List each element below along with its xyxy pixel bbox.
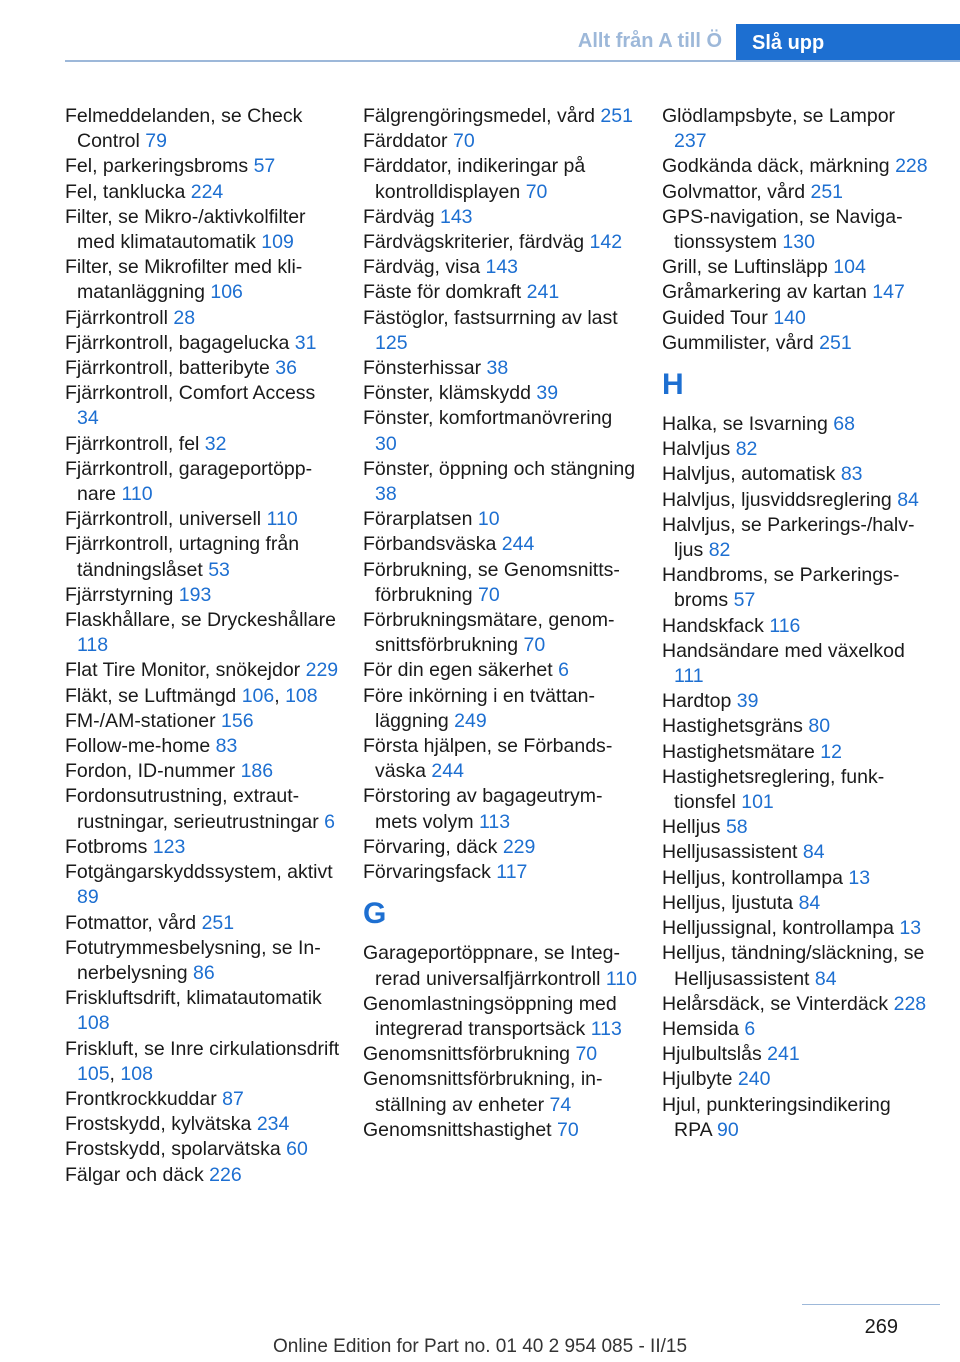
page-reference-link[interactable]: 251 xyxy=(201,911,235,934)
index-entry xyxy=(662,941,932,991)
page-reference-link[interactable]: 140 xyxy=(773,306,806,329)
index-term: Fjärrkontroll, fel xyxy=(65,432,200,455)
page-header xyxy=(65,24,960,62)
index-term: Fordon, ID-nummer xyxy=(65,760,236,783)
index-term: Fönster, klämskydd xyxy=(363,382,531,405)
page-reference-link[interactable]: 83 xyxy=(840,463,863,486)
index-entry xyxy=(363,992,638,1042)
page-reference-link[interactable]: 113 xyxy=(479,810,511,833)
page-reference-link[interactable]: 31 xyxy=(294,331,317,354)
index-term: Hjulbyte xyxy=(662,1068,733,1091)
page-reference-link[interactable]: 86 xyxy=(193,961,215,984)
index-term: Färddator xyxy=(363,130,448,153)
page-reference-link[interactable]: 123 xyxy=(152,835,186,858)
index-entry xyxy=(662,104,932,154)
index-term: Halka, se Isvarning xyxy=(662,413,828,436)
index-term: Follow-me-home xyxy=(65,735,211,758)
index-term: Förbandsväska xyxy=(363,533,497,556)
index-term: Friskluftsdrift, klimatautomatik xyxy=(65,987,322,1010)
index-term: Garageportöppnare, se Integrerad universalfjärrkontroll xyxy=(363,942,620,990)
index-term: Golvmattor, vård xyxy=(662,180,806,203)
index-entry xyxy=(65,255,340,305)
page-reference-link[interactable]: 32 xyxy=(204,432,227,455)
page-reference-link[interactable]: 84 xyxy=(814,967,837,990)
index-entry xyxy=(363,658,638,683)
index-entry xyxy=(363,280,638,305)
index-term: Fjärrkontroll xyxy=(65,306,168,329)
index-term: Färdväg, visa xyxy=(363,256,481,279)
index-term: GPS-navigation, se Navigationssystem xyxy=(662,205,903,254)
index-entry xyxy=(363,734,638,784)
page-reference-link[interactable]: 105 xyxy=(77,1062,110,1085)
page-reference-link[interactable]: 79 xyxy=(145,130,167,153)
page-reference-link[interactable]: 87 xyxy=(222,1087,244,1110)
index-term: Glödlampsbyte, se Lampor xyxy=(662,105,896,127)
index-term: Hemsida xyxy=(662,1017,739,1040)
index-term: Fästöglor, fastsurrning av last xyxy=(363,306,618,329)
page-reference-link[interactable]: 130 xyxy=(782,231,815,254)
index-entry xyxy=(65,986,340,1036)
lookup-tab[interactable]: Slå upp xyxy=(736,24,960,62)
index-entry xyxy=(363,205,638,230)
index-entry xyxy=(363,356,638,381)
index-term: Färdvägskriterier, färdväg xyxy=(363,231,585,254)
page-reference-link[interactable]: 83 xyxy=(215,735,238,758)
index-entry xyxy=(65,381,340,431)
index-term: Fjärrkontroll, bagagelucka xyxy=(65,331,290,354)
index-term: Helårsdäck, se Vinterdäck xyxy=(662,992,889,1015)
index-term: Handbroms, se Parkeringsbroms xyxy=(662,564,900,612)
index-entry xyxy=(65,306,340,331)
index-entry xyxy=(662,765,932,815)
index-column-3 xyxy=(662,104,932,1143)
index-term: Friskluft, se Inre cirkulationsdrift xyxy=(65,1037,340,1060)
index-term: Helljussignal, kontrollampa xyxy=(662,917,894,940)
index-term: Hardtop xyxy=(662,690,732,713)
page-reference-link[interactable]: 28 xyxy=(173,306,196,329)
index-term: Fel, parkeringsbroms xyxy=(65,155,249,178)
page-reference-link[interactable]: 6 xyxy=(324,810,335,833)
index-entry xyxy=(363,941,638,991)
index-entry xyxy=(662,840,932,865)
index-entry xyxy=(662,513,932,563)
index-entry xyxy=(662,614,932,639)
page-reference-link[interactable]: 70 xyxy=(523,634,546,657)
index-entry xyxy=(363,835,638,860)
index-term: Helljus, kontrollampa xyxy=(662,866,843,889)
index-entry xyxy=(65,734,340,759)
index-term: Halvljus, automatisk xyxy=(662,463,836,486)
index-term: Fordonsutrustning, extrautrustningar, serieutrustningar xyxy=(65,785,319,833)
index-term: Fjärrkontroll, universell xyxy=(65,508,262,531)
index-term: Fel, tanklucka xyxy=(65,180,186,203)
page-reference-link[interactable]: 240 xyxy=(737,1068,771,1091)
index-term: Förvaringsfack xyxy=(363,861,491,884)
page-reference-link[interactable]: 116 xyxy=(769,614,801,637)
page-reference-link[interactable]: 125 xyxy=(375,331,408,354)
index-term: Fönster, öppning och stängning xyxy=(363,457,636,480)
page-reference-link[interactable]: 68 xyxy=(833,413,855,436)
index-entry xyxy=(65,1163,340,1188)
page-reference-link[interactable]: 6 xyxy=(744,1017,756,1040)
page-reference-link[interactable]: 36 xyxy=(275,357,297,380)
index-term: Färddator, indikeringar på kontrolldisplayen xyxy=(363,155,586,203)
index-term: Förbrukningsmätare, genomsnittsförbrukning xyxy=(363,609,615,657)
index-entry xyxy=(65,860,340,910)
index-entry xyxy=(363,255,638,280)
index-entry xyxy=(363,608,638,658)
index-entry xyxy=(662,180,932,205)
index-term: Färdväg xyxy=(363,205,435,228)
page-reference-link[interactable]: 244 xyxy=(431,760,464,783)
page-reference-link[interactable]: 228 xyxy=(893,992,927,1015)
footer-edition: Online Edition for Part no. 01 40 2 954 085 - II/15 xyxy=(272,1336,688,1357)
index-entry xyxy=(363,1067,638,1117)
index-entry xyxy=(363,507,638,532)
index-entry xyxy=(662,740,932,765)
index-term: Handskfack xyxy=(662,614,764,637)
page-reference-link[interactable]: 13 xyxy=(848,866,871,889)
index-term: Fotutrymmesbelysning, se Innerbelysning xyxy=(65,936,321,984)
index-entry xyxy=(662,412,932,437)
index-term: Flat Tire Monitor, snökejdor xyxy=(65,659,301,682)
page-reference-link[interactable]: 57 xyxy=(733,589,756,612)
index-entry xyxy=(65,104,340,154)
page-reference-link[interactable]: 6 xyxy=(558,659,569,682)
index-term: Fönsterhissar xyxy=(363,357,482,380)
index-entry xyxy=(662,488,932,513)
index-term: FM-/AM-stationer xyxy=(65,709,216,732)
index-entry xyxy=(662,815,932,840)
page-reference-link[interactable]: 251 xyxy=(600,105,633,127)
index-entry xyxy=(65,1087,340,1112)
page-reference-link[interactable]: 118 xyxy=(77,634,109,657)
page-reference-link[interactable]: 82 xyxy=(708,539,731,562)
page-number-divider xyxy=(802,1304,940,1305)
index-entry xyxy=(662,1017,932,1042)
index-term: Guided Tour xyxy=(662,306,768,329)
index-entry xyxy=(363,1118,638,1143)
index-entry xyxy=(363,406,638,456)
index-term: Fönster, komfortmanövrering xyxy=(363,407,613,430)
index-entry: Fläkt, se Luftmängd 106, 108 xyxy=(65,684,318,707)
page-reference-link[interactable]: 109 xyxy=(261,231,294,254)
index-entry xyxy=(363,306,638,356)
index-entry xyxy=(363,784,638,834)
page-reference-link[interactable]: 111 xyxy=(674,665,704,688)
index-term: Fjärrstyrning xyxy=(65,583,174,606)
page-reference-link[interactable]: 244 xyxy=(501,533,535,556)
index-term: Filter, se Mikrofilter med klimatanläggning xyxy=(65,256,303,304)
page-reference-link[interactable]: 108 xyxy=(120,1062,153,1085)
index-entry xyxy=(363,532,638,557)
page-reference-link[interactable]: 108 xyxy=(77,1012,110,1035)
page-reference-link[interactable]: 228 xyxy=(895,155,928,178)
page-reference-link[interactable]: 90 xyxy=(717,1118,739,1141)
index-term: Fjärrkontroll, urtagning från tändningslåset xyxy=(65,533,300,581)
page-reference-link[interactable]: 224 xyxy=(190,180,224,203)
index-term: Hjul, punkteringsindikering RPA xyxy=(662,1093,891,1141)
index-entry xyxy=(65,608,340,658)
page-reference-link[interactable]: 39 xyxy=(736,690,759,713)
index-term: Handsändare med växelkod xyxy=(662,639,905,662)
index-term: Före inkörning i en tvättanläggning xyxy=(363,684,595,732)
index-term: Första hjälpen, se Förbandsväska xyxy=(363,735,613,783)
index-entry xyxy=(662,462,932,487)
page-reference-link[interactable]: 74 xyxy=(549,1093,572,1116)
page-reference-link[interactable]: 186 xyxy=(240,760,274,783)
index-entry xyxy=(65,784,340,834)
index-entry xyxy=(363,381,638,406)
index-term: För din egen säkerhet xyxy=(363,659,553,682)
page-number: 269 xyxy=(864,1316,898,1338)
index-entry xyxy=(65,507,340,532)
index-entry xyxy=(662,1093,932,1143)
index-term: Flaskhållare, se Dryckeshållare xyxy=(65,609,336,632)
index-entry xyxy=(662,689,932,714)
page-reference-link[interactable]: 104 xyxy=(833,256,866,279)
index-term: Gråmarkering av kartan xyxy=(662,281,867,304)
index-entry xyxy=(65,658,340,683)
index-term: Fälgar och däck xyxy=(65,1163,204,1186)
page-reference-link[interactable]: 156 xyxy=(221,709,254,732)
index-term: Godkända däck, märkning xyxy=(662,155,890,178)
index-letter-heading: G xyxy=(363,897,387,931)
index-entry xyxy=(662,437,932,462)
index-entry xyxy=(662,563,932,613)
index-term: Fälgrengöringsmedel, vård xyxy=(363,105,595,127)
index-entry xyxy=(65,457,340,507)
index-entry xyxy=(662,1067,932,1092)
page-reference-link[interactable]: 53 xyxy=(208,558,230,581)
index-entry xyxy=(662,866,932,891)
page-reference-link[interactable]: 193 xyxy=(178,583,212,606)
index-term: Förarplatsen xyxy=(363,508,473,531)
index-letter-heading: H xyxy=(662,368,684,402)
index-term: Genomsnittshastighet xyxy=(363,1118,552,1141)
index-entry xyxy=(65,583,340,608)
index-entry xyxy=(363,860,638,885)
page-reference-link[interactable]: 251 xyxy=(819,331,852,354)
index-entry xyxy=(65,1137,340,1162)
index-entry xyxy=(65,936,340,986)
index-entry xyxy=(363,230,638,255)
index-term: Genomlastningsöppning med integrerad transportsäck xyxy=(363,992,617,1040)
index-term: Helljusassistent xyxy=(662,841,798,864)
index-entry xyxy=(363,129,638,154)
index-term: Halvljus xyxy=(662,438,731,461)
page-reference-link[interactable]: 80 xyxy=(808,715,831,738)
index-entry xyxy=(65,356,340,381)
index-entry xyxy=(65,1112,340,1137)
index-entry: Friskluft, se Inre cirkulationsdrift 105, 108 xyxy=(65,1037,340,1085)
page-reference-link[interactable]: 106 xyxy=(241,684,275,707)
index-term: Frontkrockkuddar xyxy=(65,1087,217,1110)
page-reference-link[interactable]: 12 xyxy=(820,740,842,763)
index-term: Fjärrkontroll, garageportöppnare xyxy=(65,457,313,506)
page-reference-link[interactable]: 147 xyxy=(872,281,905,304)
index-entry xyxy=(662,205,932,255)
index-term: Fjärrkontroll, batteribyte xyxy=(65,357,270,380)
index-entry xyxy=(662,992,932,1017)
index-term: Helljus, ljustuta xyxy=(662,891,794,914)
page-reference-link[interactable]: 241 xyxy=(767,1043,800,1066)
index-term: Halvljus, se Parkerings-/halvljus xyxy=(662,513,915,562)
index-entry xyxy=(363,1042,638,1067)
index-entry xyxy=(65,180,340,205)
index-column-1 xyxy=(65,104,340,1188)
index-entry xyxy=(662,714,932,739)
index-term: Frostskydd, kylvätska xyxy=(65,1113,252,1136)
index-entry xyxy=(662,280,932,305)
index-term: Hjulbultslås xyxy=(662,1043,762,1066)
index-term: Grill, se Luftinsläpp xyxy=(662,256,828,279)
index-term: Gummilister, vård xyxy=(662,331,814,354)
page-reference-link[interactable]: 82 xyxy=(735,438,758,461)
page-reference-link[interactable]: 143 xyxy=(439,205,473,228)
page-reference-link[interactable]: 10 xyxy=(477,508,500,531)
page-reference-link[interactable]: 251 xyxy=(810,180,844,203)
index-entry xyxy=(363,457,638,507)
index-entry xyxy=(65,154,340,179)
index-entry xyxy=(65,432,340,457)
page-reference-link[interactable]: 39 xyxy=(536,382,559,405)
page-reference-link[interactable]: 110 xyxy=(266,508,298,531)
index-entry xyxy=(662,916,932,941)
index-term: Fläkt, se Luftmängd xyxy=(65,684,237,707)
page-reference-link[interactable]: 241 xyxy=(526,281,560,304)
page-reference-link[interactable]: 142 xyxy=(589,231,623,254)
index-entry xyxy=(662,891,932,916)
page-reference-link[interactable]: 70 xyxy=(557,1118,579,1141)
index-entry xyxy=(662,639,932,689)
index-entry xyxy=(363,104,638,129)
page-reference-link[interactable]: 237 xyxy=(674,130,707,153)
page-reference-link[interactable]: 249 xyxy=(454,709,487,732)
page-reference-link[interactable]: 38 xyxy=(375,483,397,506)
index-term: Helljus xyxy=(662,816,721,839)
page-reference-link[interactable]: 84 xyxy=(802,841,825,864)
index-term: Hastighetsreglering, funktionsfel xyxy=(662,765,885,814)
page-reference-link[interactable]: 13 xyxy=(899,917,922,940)
page-reference-link[interactable]: 229 xyxy=(305,659,339,682)
index-term: Förstoring av bagageutrymmets volym xyxy=(363,785,603,833)
page-reference-link[interactable]: 143 xyxy=(485,256,519,279)
page-reference-link[interactable]: 108 xyxy=(285,684,318,707)
page-reference-link[interactable]: 58 xyxy=(725,816,748,839)
header-divider xyxy=(65,60,960,62)
index-entry xyxy=(662,255,932,280)
page-reference-link[interactable]: 89 xyxy=(77,886,99,909)
index-term: Fotbroms xyxy=(65,835,148,858)
index-entry xyxy=(662,154,932,179)
index-entry xyxy=(363,558,638,608)
index-term: Filter, se Mikro-/aktivkolfilter med klimatautomatik xyxy=(65,205,306,254)
page-reference-link[interactable]: 60 xyxy=(286,1138,308,1161)
page-reference-link[interactable]: 70 xyxy=(477,583,500,606)
index-term: Förbrukning, se Genomsnittsförbrukning xyxy=(363,558,620,606)
page-reference-link[interactable]: 117 xyxy=(496,861,528,884)
index-entry xyxy=(65,205,340,255)
page-reference-link[interactable]: 110 xyxy=(121,483,153,506)
index-entry xyxy=(65,759,340,784)
index-term: Genomsnittsförbrukning, inställning av enheter xyxy=(363,1068,603,1116)
page-reference-link[interactable]: 70 xyxy=(525,180,548,203)
index-entry xyxy=(65,911,340,936)
index-term: Genomsnittsförbrukning xyxy=(363,1043,571,1066)
page-reference-link[interactable]: 84 xyxy=(798,891,821,914)
page-reference-link[interactable]: 113 xyxy=(590,1017,622,1040)
page-reference-link[interactable]: 57 xyxy=(253,155,276,178)
index-entry xyxy=(65,835,340,860)
index-entry xyxy=(662,1042,932,1067)
index-term: Hastighetsgräns xyxy=(662,715,803,738)
index-term: Förvaring, däck xyxy=(363,835,498,858)
index-term: Helljus, tändning/släckning, se Helljusassistent xyxy=(662,942,925,990)
page-reference-link[interactable]: 226 xyxy=(209,1163,242,1186)
index-term: Halvljus, ljusviddsreglering xyxy=(662,488,892,511)
page-reference-link[interactable]: 110 xyxy=(605,967,637,990)
index-entry xyxy=(662,306,932,331)
index-entry xyxy=(65,532,340,582)
page-reference-link[interactable]: 101 xyxy=(741,791,774,814)
page-reference-link[interactable]: 70 xyxy=(575,1043,598,1066)
page-reference-link[interactable]: 70 xyxy=(452,130,475,153)
index-term: Fjärrkontroll, Comfort Access xyxy=(65,382,316,405)
index-term: Frostskydd, spolarvätska xyxy=(65,1138,281,1161)
page-reference-link[interactable]: 106 xyxy=(210,281,243,304)
page-reference-link[interactable]: 84 xyxy=(897,488,919,511)
index-term: Fotgängarskyddssystem, aktivt xyxy=(65,861,333,884)
index-entry xyxy=(662,331,932,356)
index-entry xyxy=(363,154,638,204)
index-entry xyxy=(363,684,638,734)
index-entry xyxy=(65,331,340,356)
index-term: Fotmattor, vård xyxy=(65,911,197,934)
page-reference-link[interactable]: 38 xyxy=(486,357,509,380)
page-reference-link[interactable]: 229 xyxy=(502,835,536,858)
page-reference-link[interactable]: 34 xyxy=(77,407,99,430)
page-reference-link[interactable]: 30 xyxy=(375,432,397,455)
section-title: Allt från A till Ö xyxy=(577,30,722,52)
index-term: Fäste för domkraft xyxy=(363,281,522,304)
index-term: Felmeddelanden, se Check Control xyxy=(65,105,303,153)
index-column-2 xyxy=(363,104,638,1143)
index-entry xyxy=(65,709,340,734)
index-term: Hastighetsmätare xyxy=(662,740,815,763)
page-reference-link[interactable]: 234 xyxy=(256,1113,290,1136)
